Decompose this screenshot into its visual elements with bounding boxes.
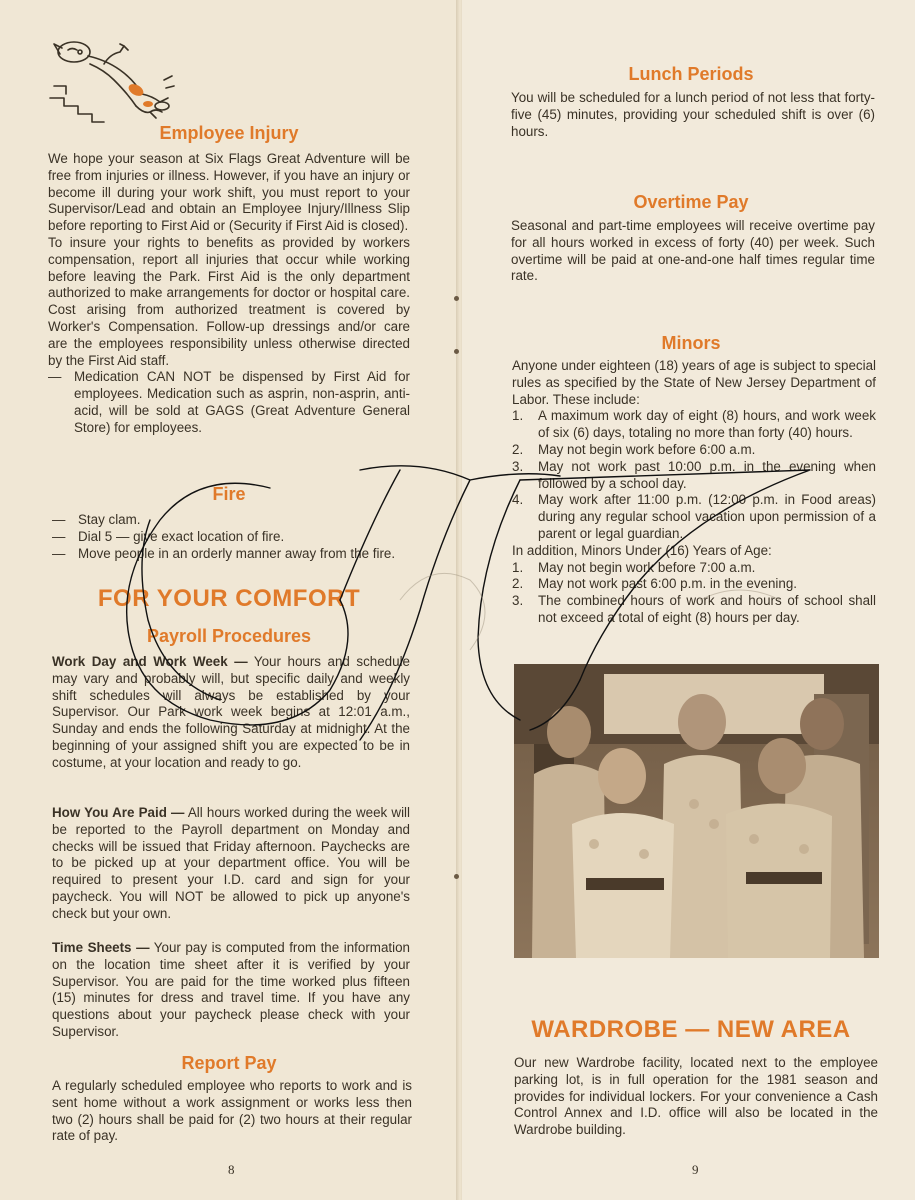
list-item: [512, 442, 876, 459]
wardrobe-text: [514, 1055, 878, 1139]
payroll-text: [52, 654, 410, 772]
list-item-text: May not begin work before 6:00 a.m.: [538, 441, 756, 457]
minors-under16-intro: In addition, Minors Under (16) Years of Age:: [512, 542, 772, 558]
employee-injury-paragraph-1: We hope your season at Six Flags Great Adventure will be free from injuries or illness. However, if you have an injury or become ill during your work shift, you must report to your Supervisor/Lead and obtain an Employee Injury/Illness Slip before reporting to First Aid or (Security if First Aid is closed).: [48, 151, 410, 234]
page-number-right: 9: [692, 1162, 699, 1177]
list-item: [512, 560, 876, 577]
fire-heading: Fire: [212, 484, 246, 504]
list-item-text: May not work past 6:00 p.m. in the evening.: [538, 576, 798, 592]
list-item-text: Dial 5 — give exact location of fire.: [78, 528, 285, 544]
lunch-periods-paragraph: You will be scheduled for a lunch period of not less that forty-five (45) minutes, providing your scheduled shift is over (6) hours.: [511, 90, 875, 139]
payroll-procedures-heading: Payroll Procedures: [146, 626, 312, 646]
list-item-number: 2.: [512, 576, 524, 592]
work-day-lead: Work Day and Work Week —: [52, 654, 248, 669]
report-pay-paragraph: A regularly scheduled employee who reports to work and is sent home without a work assignment or works less then two (2) hours shall be paid for (2) two hours at their regular rate of pay.: [52, 1078, 412, 1144]
staff-group-photo: [514, 664, 879, 958]
minors-text: [512, 358, 876, 627]
minors-heading: Minors: [661, 333, 721, 353]
minors-intro: Anyone under eighteen (18) years of age is subject to special rules as specified by the State of New Jersey Department of Labor. These include:: [512, 358, 876, 407]
wardrobe-paragraph: Our new Wardrobe facility, located next to the employee parking lot, is in full operation for the 1981 season and provides for individual lockers. For your convenience a Cash Control Annex and I.D. office will also be located in the Wardrobe building.: [514, 1055, 878, 1138]
work-day-paragraph: [52, 654, 410, 772]
staple-top: [454, 296, 459, 301]
list-item-number: 1.: [512, 559, 524, 575]
time-sheets-lead: Time Sheets —: [52, 940, 150, 955]
list-item: — Dial 5 — give exact location of fire.: [52, 528, 285, 544]
list-item-text: Medication CAN NOT be dispensed by First Aid for employees. Medication such as asprin, non-asprin, anti-acid, will be sold at GAGS (Great Adventure General Store) for employees.: [74, 369, 410, 435]
how-paid-body: All hours worked during the week will be reported to the Payroll department on Monday and checks will be issued that Friday afternoon. Paychecks are to be picked up at your department office. You will be required to present your I.D. card and sign for your paycheck. You will NOT be allowed to pick up anyone's check but your own.: [52, 805, 411, 921]
fire-list: [52, 512, 410, 562]
list-item: [512, 593, 876, 627]
list-item: [512, 459, 876, 493]
staple-lower: [454, 874, 459, 879]
wardrobe-heading: WARDROBE — NEW AREA: [531, 1016, 851, 1043]
list-item-text: May not work past 10:00 p.m. in the evening when followed by a school day.: [538, 458, 876, 491]
list-item-text: Move people in an orderly manner away from the fire.: [78, 545, 396, 561]
how-paid-lead: How You Are Paid —: [52, 805, 185, 820]
list-item-text: May not begin work before 7:00 a.m.: [538, 559, 756, 575]
report-pay-heading: Report Pay: [181, 1053, 277, 1073]
list-item: — Medication CAN NOT be dispensed by First Aid for employees. Medication such as asprin, non-asprin, anti-acid, will be sold at GAGS (Great Adventure General Store) for employees.: [48, 369, 410, 435]
how-paid-text: [52, 805, 410, 923]
employee-injury-bullets: [48, 369, 410, 436]
photo-image: [514, 664, 879, 958]
list-item-number: 4.: [512, 492, 524, 508]
list-item-text: May work after 11:00 p.m. (12:00 p.m. in Food areas) during any regular school vacation upon permission of a parent or legal guardian.: [538, 492, 876, 541]
staple-bottom: [454, 349, 459, 354]
how-paid-paragraph: [52, 805, 410, 923]
list-item-text: A maximum work day of eight (8) hours, and work week of six (6) days, totaling no more than forty (40) hours.: [538, 408, 876, 441]
list-item-number: 1.: [512, 408, 524, 424]
minors-under16-list: [512, 560, 876, 627]
list-item: [512, 408, 876, 442]
for-your-comfort-heading: FOR YOUR COMFORT: [97, 585, 361, 612]
list-item: [512, 492, 876, 542]
page-number-left: 8: [228, 1162, 235, 1177]
list-item: [512, 576, 876, 593]
employee-injury-paragraph-2: To insure your rights to benefits as provided by workers compensation, report all injuries that occur while working before leaving the Park. First Aid is the only department authorized to make arrangements for doctor or hospital care. Cost arising from authorized treatment is covered by Worker's Compensation. Follow-up dressings and/or care are the employees responsibility unless otherwise directed by the First Aid staff.: [48, 234, 410, 368]
list-item-number: 2.: [512, 441, 524, 457]
list-item-number: 3.: [512, 458, 524, 474]
time-sheets-paragraph: [52, 940, 410, 1041]
list-item-text: The combined hours of work and hours of school shall not exceed a total of eight (8) hours per day.: [538, 593, 876, 625]
list-item-text: Stay clam.: [78, 512, 141, 527]
employee-injury-text: [48, 151, 410, 437]
cartoon-illustration: [44, 36, 179, 126]
work-day-text: Your hours and schedule may vary and probably will, but specific daily and weekly shift schedules will always be established by your Supervisor. Our Park work week begins at 12:01 a.m., Sunday and ends the following Saturday at midnight. At the beginning of your assigned shift you are expected to be in costume, at your location and ready to go.: [52, 654, 410, 770]
report-pay-text: [52, 1078, 412, 1145]
list-item: — Move people in an orderly manner away from the fire.: [52, 545, 396, 561]
overtime-pay-text: [511, 218, 875, 285]
minors-list: [512, 408, 876, 542]
lunch-periods-heading: Lunch Periods: [628, 64, 754, 84]
lunch-periods-text: [511, 90, 875, 140]
list-item-number: 3.: [512, 593, 524, 609]
overtime-pay-paragraph: Seasonal and part-time employees will receive overtime pay for all hours worked in excess of forty (40) per week. Such overtime will be paid at one-and-one half times regular time rate.: [511, 218, 875, 284]
time-sheets-body: Your pay is computed from the information on the location time sheet after it is verified by your Supervisor. You are paid for the time worked plus fifteen (15) minutes for dress and travel time. If you have any questions about your paycheck please check with your Supervisor.: [52, 940, 410, 1039]
time-sheets-text: [52, 940, 410, 1041]
overtime-pay-heading: Overtime Pay: [633, 192, 749, 212]
list-item: — Stay clam.: [52, 512, 141, 527]
employee-injury-heading: Employee Injury: [159, 123, 299, 143]
